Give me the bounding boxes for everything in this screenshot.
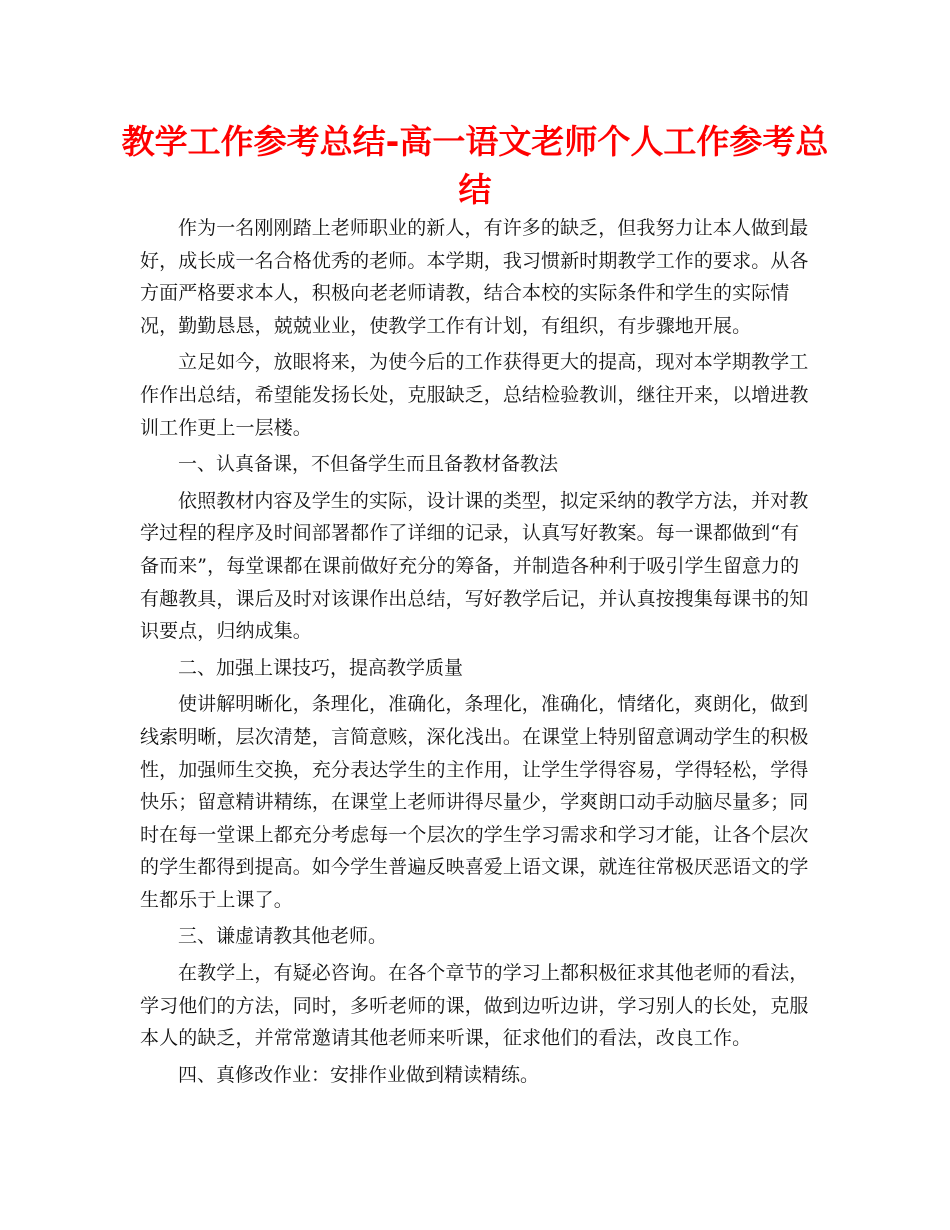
section-heading-2: 二、加强上课技巧，提高教学质量 <box>178 656 464 679</box>
paragraph-section-3: 在教学上，有疑必咨询。在各个章节的学习上都积极征求其他老师的看法，学习他们的方法，同时，多听老师的课，做到边听边讲，学习别人的长处，克服本人的缺乏，并常常邀请其他老师来听课，征求他们的看法，改良工作。 <box>140 962 809 1050</box>
section-heading-4: 四、真修改作业：安排作业做到精读精练。 <box>178 1063 540 1086</box>
document-body <box>140 212 810 1095</box>
paragraph-intro: 作为一名刚刚踏上老师职业的新人，有许多的缺乏，但我努力让本人做到最好，成长成一名合格优秀的老师。本学期，我习惯新时期教学工作的要求。从各方面严格要求本人，积极向老老师请教，结合本校的实际条件和学生的实际情况，勤勤恳恳，兢兢业业，使教学工作有计划，有组织，有步骤地开展。 <box>140 217 809 337</box>
section-heading-3: 三、谦虚请教其他老师。 <box>178 925 388 948</box>
paragraph-purpose: 立足如今，放眼将来，为使今后的工作获得更大的提高，现对本学期教学工作作出总结，希望能发扬长处，克服缺乏，总结检验教训，继往开来，以增进教训工作更上一层楼。 <box>140 351 809 439</box>
paragraph-section-2: 使讲解明晰化，条理化，准确化，条理化，准确化，情绪化，爽朗化，做到线索明晰，层次清楚，言简意赅，深化浅出。在课堂上特别留意调动学生的积极性，加强师生交换，充分表达学生的主作用，让学生学得容易，学得轻松，学得快乐；留意精讲精练，在课堂上老师讲得尽量少，学爽朗口动手动脑尽量多；同时在每一堂课上都充分考虑每一个层次的学生学习需求和学习才能，让各个层次的学生都得到提高。如今学生普遍反映喜爱上语文课，就连往常极厌恶语文的学生都乐于上课了。 <box>140 693 809 911</box>
document-title: 教学工作参考总结-高一语文老师个人工作参考总结 <box>121 122 829 209</box>
paragraph-section-1: 依照教材内容及学生的实际，设计课的类型，拟定采纳的教学方法，并对教学过程的程序及时间部署都作了详细的记录，认真写好教案。每一课都做到“有备而来”，每堂课都在课前做好充分的筹备，并制造各种利于吸引学生留意力的有趣教具，课后及时对该课作出总结，写好教学后记，并认真按搜集每课书的知识要点，归纳成集。 <box>140 489 809 643</box>
section-heading-1: 一、认真备课，不但备学生而且备教材备教法 <box>178 453 559 476</box>
